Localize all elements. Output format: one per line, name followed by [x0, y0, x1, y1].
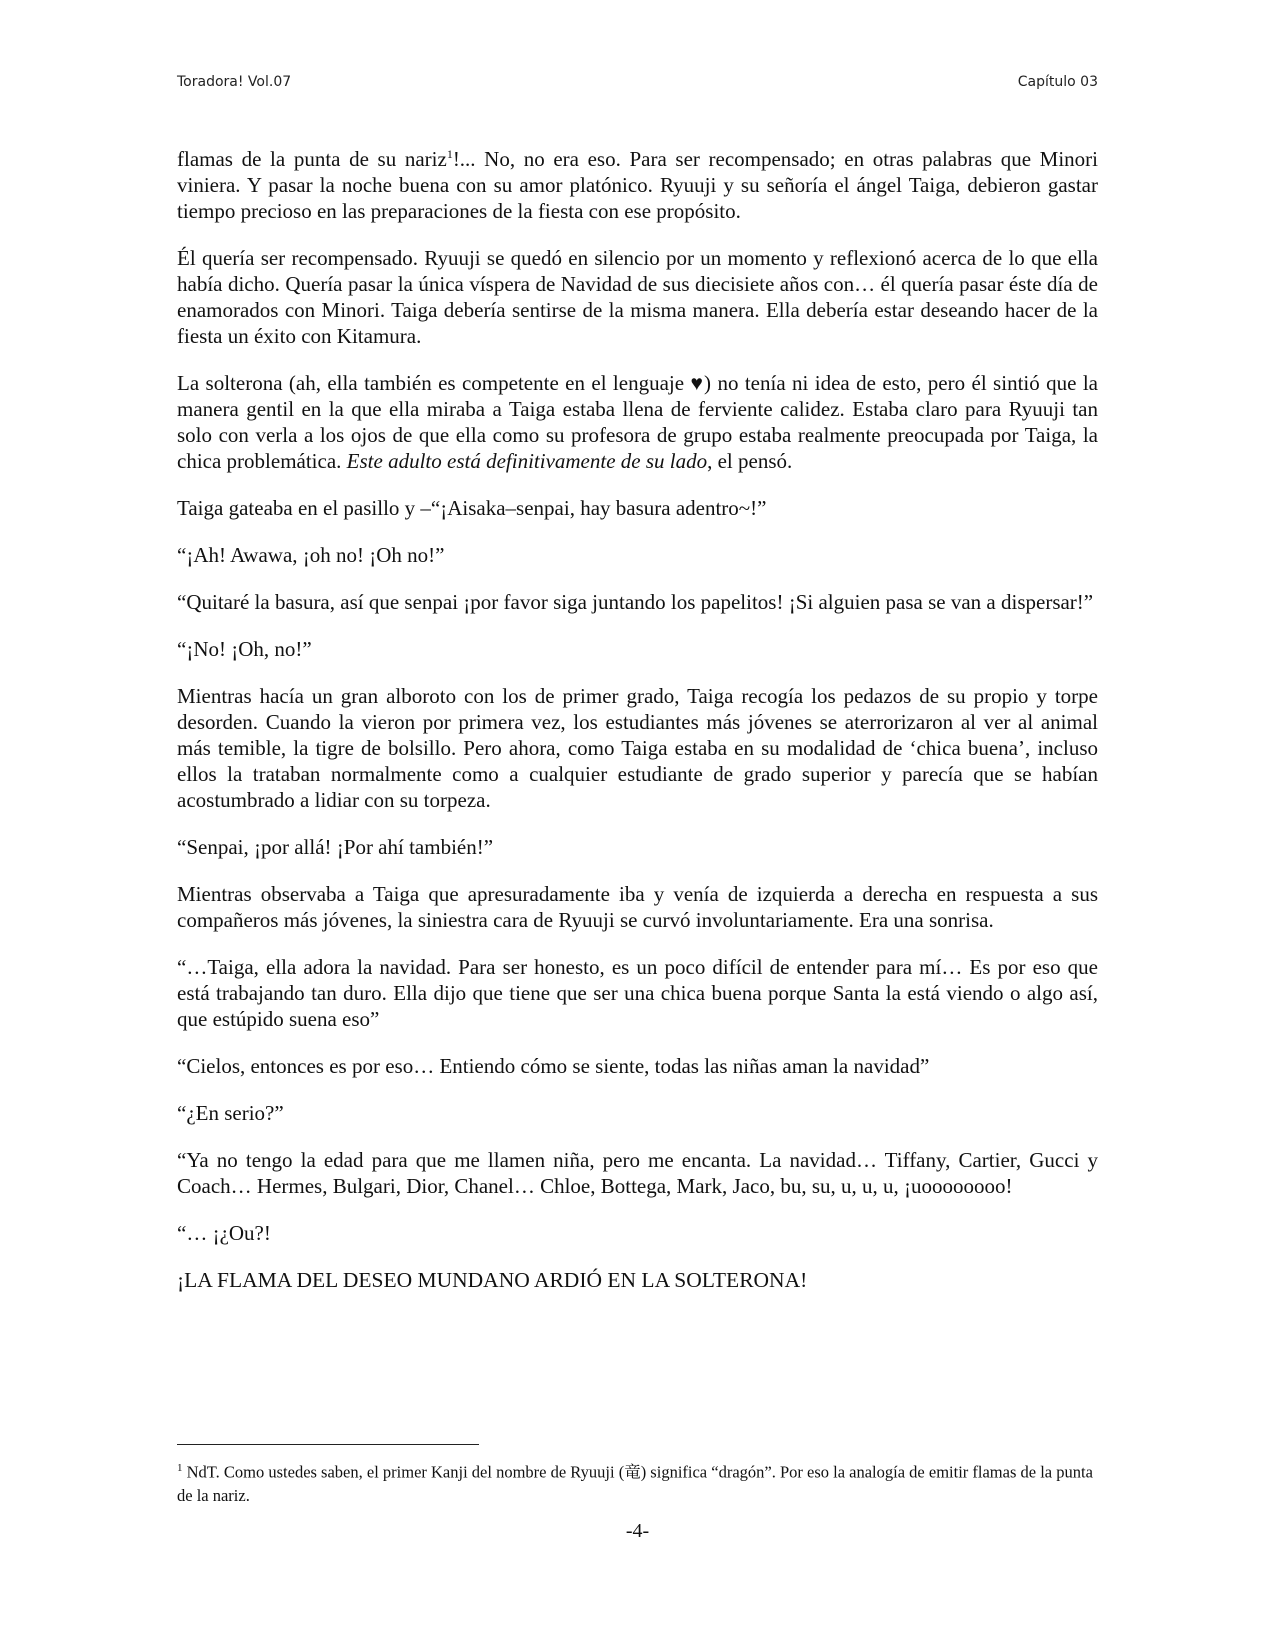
- header-chapter: Capítulo 03: [1017, 74, 1098, 90]
- paragraph-3: [177, 370, 1098, 474]
- paragraph-15: “… ¡¿Ou?!: [177, 1221, 271, 1245]
- paragraph-5: “¡Ah! Awawa, ¡oh no! ¡Oh no!”: [177, 543, 445, 567]
- paragraph-1-text-a: flamas de la punta de su nariz: [177, 147, 447, 171]
- paragraph-10: Mientras observaba a Taiga que apresuradamente iba y venía de izquierda a derecha en respuesta a sus compañeros más jóvenes, la siniestra cara de Ryuuji se curvó involuntariamente. Era una sonrisa.: [177, 882, 1098, 932]
- paragraph-1: [177, 146, 1098, 224]
- paragraph-8: Mientras hacía un gran alboroto con los de primer grado, Taiga recogía los pedazos de su propio y torpe desorden. Cuando la vieron por primera vez, los estudiantes más jóvenes se aterrorizaron al ver al animal más temible, la tigre de bolsillo. Pero ahora, como Taiga estaba en su modalidad de ‘chica buena’, incluso ellos la trataban normalmente como a cualquier estudiante de grado superior y parecía que se habían acostumbrado a lidiar con su torpeza.: [177, 684, 1098, 812]
- paragraph-9: “Senpai, ¡por allá! ¡Por ahí también!”: [177, 835, 494, 859]
- paragraph-13: “¿En serio?”: [177, 1101, 284, 1125]
- paragraph-7: “¡No! ¡Oh, no!”: [177, 637, 312, 661]
- footnote-text: NdT. Como ustedes saben, el primer Kanji del nombre de Ryuuji (竜) significa “dragón”. Por eso la analogía de emitir flamas de la punta de la nariz.: [177, 1462, 1093, 1505]
- paragraph-4: Taiga gateaba en el pasillo y –“¡Aisaka–senpai, hay basura adentro~!”: [177, 496, 767, 520]
- footnote: [177, 1457, 1098, 1507]
- page-number: -4-: [625, 1520, 650, 1542]
- header-book-title: Toradora! Vol.07: [177, 74, 292, 90]
- paragraph-11: “…Taiga, ella adora la navidad. Para ser honesto, es un poco difícil de entender para mí… Es por eso que está trabajando tan duro. Ella dijo que tiene que ser una chica buena porque Santa la está viendo o algo así, que estúpido suena eso”: [177, 955, 1098, 1031]
- body-text: [177, 146, 1098, 1314]
- running-header: [177, 74, 1098, 90]
- paragraph-14: “Ya no tengo la edad para que me llamen niña, pero me encanta. La navidad… Tiffany, Cartier, Gucci y Coach… Hermes, Bulgari, Dior, Chanel… Chloe, Bottega, Mark, Jaco, bu, su, u, u, u, ¡uoooooooo!: [177, 1148, 1098, 1198]
- paragraph-2: Él quería ser recompensado. Ryuuji se quedó en silencio por un momento y reflexionó acerca de lo que ella había dicho. Quería pasar la única víspera de Navidad de sus diecisiete años con… él quería pasar éste día de enamorados con Minori. Taiga debería sentirse de la misma manera. Ella debería estar deseando hacer de la fiesta un éxito con Kitamura.: [177, 246, 1098, 348]
- footnote-reference[interactable]: 1: [446, 147, 453, 161]
- paragraph-3-text-b: , el pensó.: [707, 449, 793, 473]
- footnote-divider: [177, 1444, 479, 1445]
- paragraph-16: ¡LA FLAMA DEL DESEO MUNDANO ARDIÓ EN LA SOLTERONA!: [177, 1268, 808, 1292]
- footnote-number: 1: [177, 1462, 183, 1474]
- paragraph-3-text-a: La solterona (ah, ella también es competente en el lenguaje ♥) no tenía ni idea de esto, pero él sintió que la manera gentil en la que ella miraba a Taiga estaba llena de ferviente calidez. Estaba claro para Ryuuji tan solo con verla a los ojos de que ella como su profesora de grupo estaba realmente preocupada por Taiga, la chica problemática.: [177, 371, 1098, 473]
- paragraph-1-text-b: !... No, no era eso. Para ser recompensado; en otras palabras que Minori viniera. Y pasar la noche buena con su amor platónico. Ryuuji y su señoría el ángel Taiga, debieron gastar tiempo precioso en las preparaciones de la fiesta con ese propósito.: [177, 147, 1098, 223]
- paragraph-6: “Quitaré la basura, así que senpai ¡por favor siga juntando los papelitos! ¡Si alguien pasa se van a dispersar!”: [177, 590, 1094, 614]
- paragraph-3-italic-thought: Este adulto está definitivamente de su lado: [346, 449, 708, 473]
- paragraph-12: “Cielos, entonces es por eso… Entiendo cómo se siente, todas las niñas aman la navidad”: [177, 1054, 930, 1078]
